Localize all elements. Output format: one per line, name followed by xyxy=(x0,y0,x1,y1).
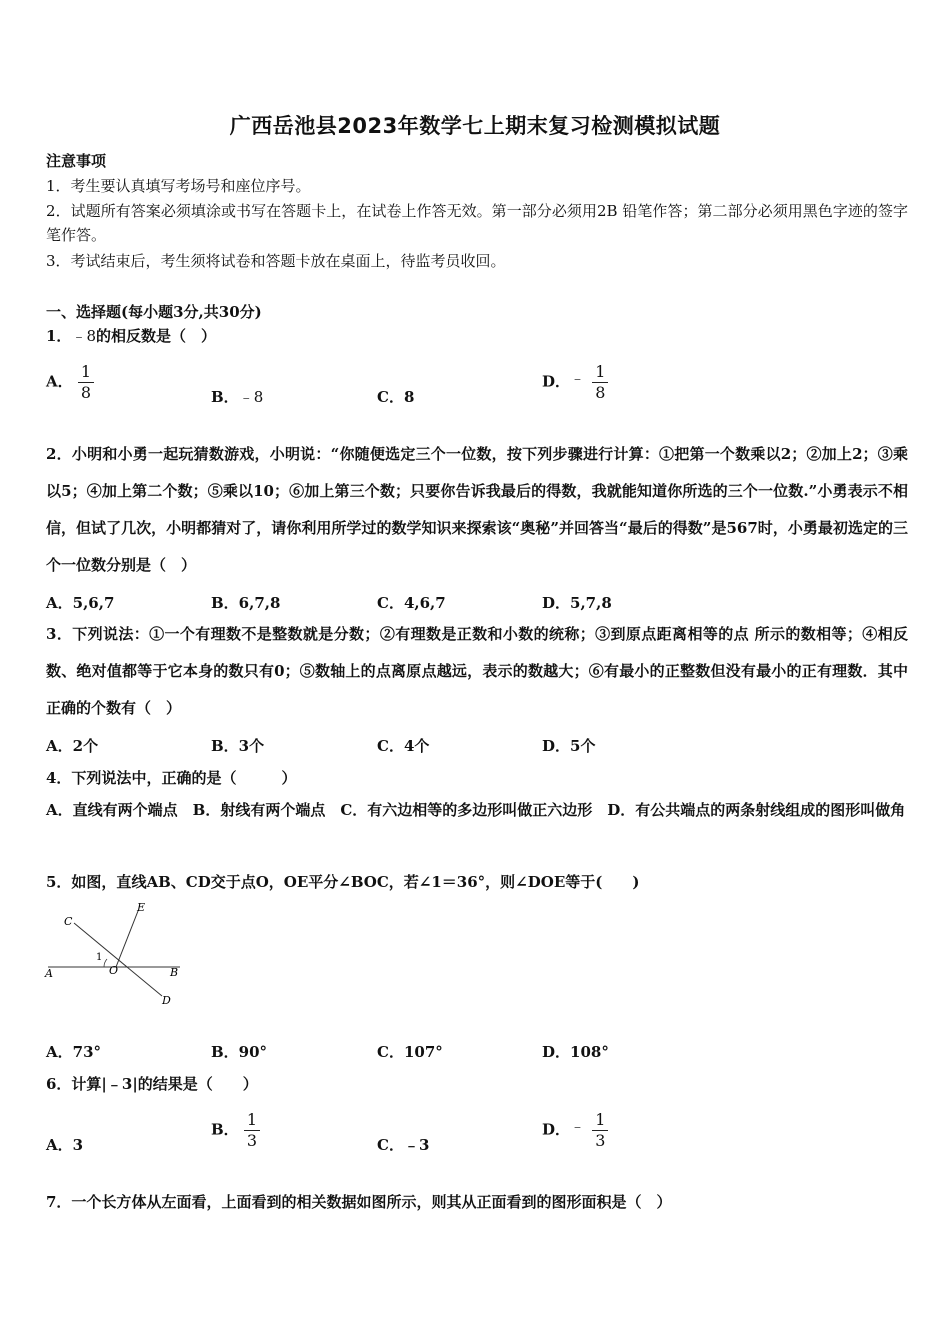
q3-option-d[interactable]: D．5个 xyxy=(542,737,596,755)
q5-angle-figure xyxy=(40,898,190,1010)
q6-option-b[interactable]: B． $\frac{1}{3}$ xyxy=(211,1110,260,1151)
notice-item-1: 1．考生要认真填写考场号和座位序号。 xyxy=(46,177,311,195)
q1-number: ﹣8 xyxy=(71,327,96,345)
q5-option-b[interactable]: B．90° xyxy=(211,1043,268,1061)
notice-item-3: 3．考试结束后，考生须将试卷和答题卡放在桌面上，待监考员收回。 xyxy=(46,252,506,270)
q5-option-a[interactable]: A．73° xyxy=(46,1043,102,1061)
q3-option-a[interactable]: A．2个 xyxy=(46,737,99,755)
q1-option-c[interactable]: C．8 xyxy=(377,388,415,406)
q1-option-a[interactable]: A． $\frac{1}{8}$ xyxy=(46,362,94,403)
q1-option-d[interactable]: D．﹣ $\frac{1}{8}$ xyxy=(542,362,608,403)
label-d: D xyxy=(162,994,171,1007)
label-angle-1: 1 xyxy=(96,952,103,963)
question-2-stem: 2．小明和小勇一起玩猜数游戏，小明说：“你随便选定三个一位数，按下列步骤进行计算：①把第一个数乘以2；②加上2；③乘以5；④加上第二个数；⑤乘以10；⑥加上第三个数；只要你告诉我最后的得数，我就能知道你所选的三个一位数.”小勇表示不相信，但试了几次，小明都猜对了，请你利用所学过的数学知识来探索该“奥秘”并回答当“最后的得数”是567时，小勇最初选定的三个一位数分别是（ ） xyxy=(46,445,908,574)
q3-option-c[interactable]: C．4个 xyxy=(377,737,430,755)
q6-b-fraction: $\frac{1}{3}$ xyxy=(244,1110,260,1151)
q6-option-c[interactable]: C．﹣3 xyxy=(377,1136,430,1154)
q6-d-fraction: $\frac{1}{3}$ xyxy=(592,1110,608,1151)
label-c: C xyxy=(64,915,73,928)
q1-d-fraction: $\frac{1}{8}$ xyxy=(592,362,608,403)
question-5-stem: 5．如图，直线AB、CD交于点O，OE平分∠BOC，若∠1＝36°，则∠DOE等于( ) xyxy=(46,873,640,891)
q4-options[interactable]: A．直线有两个端点 B．射线有两个端点 C．有六边相等的多边形叫做正六边形 D．有公共端点的两条射线组成的图形叫做角 xyxy=(46,801,906,819)
q3-option-b[interactable]: B．3个 xyxy=(211,737,265,755)
label-o: O xyxy=(109,964,119,977)
angle-1-arc xyxy=(104,959,107,967)
question-6-stem: 6．计算|﹣3|的结果是（ ） xyxy=(46,1075,258,1093)
label-a: A xyxy=(45,967,53,980)
question-3-stem: 3．下列说法：①一个有理数不是整数就是分数；②有理数是正数和小数的统称；③到原点距离相等的点 所示的数相等；④相反数、绝对值都等于它本身的数只有0；⑤数轴上的点离原点越远，表示的数越大；⑥有最小的正整数但没有最小的正有理数．其中正确的个数有（ ） xyxy=(46,625,908,717)
q6-option-d[interactable]: D．﹣ $\frac{1}{3}$ xyxy=(542,1110,608,1151)
q2-option-a[interactable]: A．5,6,7 xyxy=(46,594,115,612)
question-4-stem: 4．下列说法中，正确的是（ ） xyxy=(46,769,297,787)
question-7-stem: 7．一个长方体从左面看，上面看到的相关数据如图所示，则其从正面看到的图形面积是（ ） xyxy=(46,1193,672,1211)
q1-option-b[interactable]: B．﹣8 xyxy=(211,388,264,406)
q5-option-c[interactable]: C．107° xyxy=(377,1043,443,1061)
label-b: B xyxy=(170,966,179,979)
line-cd xyxy=(74,923,162,996)
label-e: E xyxy=(137,901,146,914)
q6-option-a[interactable]: A．3 xyxy=(46,1136,84,1154)
q5-option-d[interactable]: D．108° xyxy=(542,1043,609,1061)
ray-oe xyxy=(116,911,138,967)
q2-option-b[interactable]: B．6,7,8 xyxy=(211,594,281,612)
q2-option-c[interactable]: C．4,6,7 xyxy=(377,594,446,612)
section-heading: 一、选择题(每小题3分,共30分) xyxy=(46,303,262,321)
q2-option-d[interactable]: D．5,7,8 xyxy=(542,594,612,612)
page-title: 广西岳池县2023年数学七上期末复习检测模拟试题 xyxy=(229,114,721,138)
notice-item-2: 2．试题所有答案必须填涂或书写在答题卡上，在试卷上作答无效。第一部分必须用2B 铅笔作答；第二部分必须用黑色字迹的签字笔作答。 xyxy=(46,202,908,244)
q1-a-fraction: $\frac{1}{8}$ xyxy=(78,362,94,403)
question-1-stem: 1．﹣8的相反数是（ ） xyxy=(46,327,216,345)
notice-heading: 注意事项 xyxy=(46,152,107,170)
